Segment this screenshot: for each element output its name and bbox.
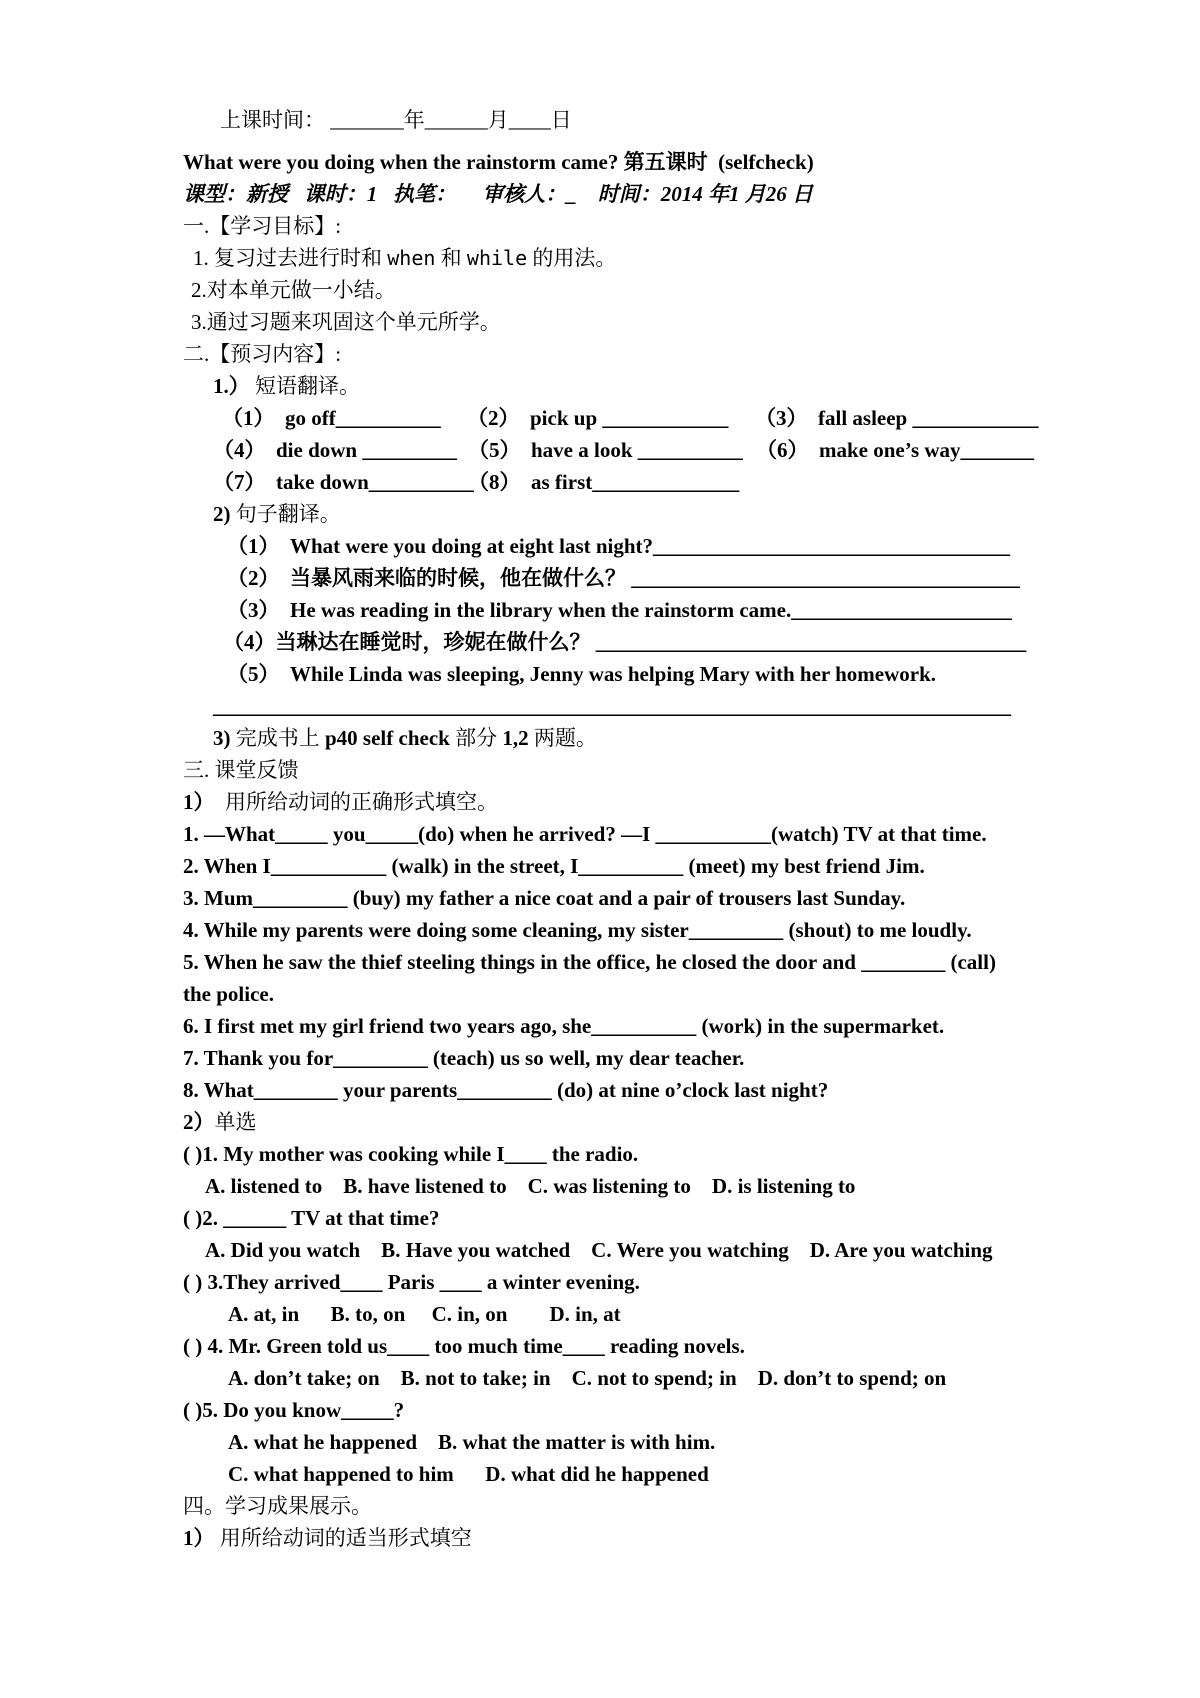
fill-item-3: 3. Mum_________ (buy) my father a nice coat and a pair of trousers last Sunday. <box>183 886 906 910</box>
phrase-cell-8: （8） as first______________ <box>468 470 740 494</box>
fill-in-heading-label: 用所给动词的正确形式填空。 <box>214 790 498 814</box>
fill-item-1: 1. —What_____ you_____(do) when he arrived? —I ___________(watch) TV at that time. <box>183 822 987 846</box>
fill-item-2: 2. When I___________ (walk) in the street, I__________ (meet) my best friend Jim. <box>183 854 925 878</box>
objective-1-post: 的用法。 <box>527 246 617 270</box>
sentence-item-1: （1） What were you doing at eight last night?__________________________________ <box>227 534 1011 558</box>
choice-options-3: A. at, in B. to, on C. in, on D. in, at <box>228 1302 621 1326</box>
objective-1-pre: 1. 复习过去进行时和 <box>193 246 388 270</box>
fill-item-5-continuation: the police. <box>183 982 274 1006</box>
book-task-question-numbers: 1,2 <box>502 726 529 750</box>
fill-item-4: 4. While my parents were doing some cleaning, my sister_________ (shout) to me loudly. <box>183 918 972 942</box>
objective-item-3: 3.通过习题来巩固这个单元所学。 <box>191 310 501 334</box>
phrase-cell-2: （2） pick up ____________ <box>467 406 729 430</box>
phrase-row-2 <box>213 434 1150 466</box>
answer-blank-line: ____________________________________________________________________________ <box>213 694 1011 718</box>
book-task-english: p40 self check <box>325 726 450 750</box>
choice-options-5-cd: C. what happened to him D. what did he happened <box>228 1462 709 1486</box>
multiple-choice-heading <box>183 1106 1150 1138</box>
choice-question-1: ( )1. My mother was cooking while I____ the radio. <box>183 1142 639 1166</box>
fill-item-8: 8. What________ your parents_________ (do) at nine o’clock last night? <box>183 1078 829 1102</box>
preview-heading: 二.【预习内容】: <box>183 342 342 366</box>
book-task-line <box>213 722 1150 754</box>
fill-item-5: 5. When he saw the thief steeling things in the office, he closed the door and ________ (call) <box>183 950 996 974</box>
objective-1-word-while: while <box>466 246 528 270</box>
showcase-sub-label: 用所给动词的适当形式填空 <box>214 1526 472 1550</box>
showcase-sub-heading <box>183 1522 1150 1554</box>
meta-line: 课型：新授 课时：1 执笔： 审核人：_ 时间：2014 年1 月26 日 <box>183 182 813 206</box>
classroom-feedback-heading: 三. 课堂反馈 <box>183 758 299 782</box>
phrase-cell-4: （4） die down _________ <box>213 438 457 462</box>
sentence-item-3: （3） He was reading in the library when the rainstorm came._____________________ <box>227 598 1012 622</box>
objective-item-1 <box>193 242 1150 274</box>
sentence-heading-label: 句子翻译。 <box>230 502 341 526</box>
phrase-heading-number: 1.） <box>213 374 250 398</box>
phrase-heading-label: 短语翻译。 <box>249 374 360 398</box>
choice-question-4: ( ) 4. Mr. Green told us____ too much time____ reading novels. <box>183 1334 745 1358</box>
sentence-item-5: （5） While Linda was sleeping, Jenny was helping Mary with her homework. <box>227 662 937 686</box>
choice-question-2: ( )2. ______ TV at that time? <box>183 1206 440 1230</box>
choice-heading-label: 单选 <box>214 1110 257 1134</box>
book-task-text-1: 完成书上 <box>230 726 325 750</box>
objective-1-word-when: when <box>387 246 436 270</box>
phrase-row-3 <box>213 466 1150 498</box>
doc-title: What were you doing when the rainstorm came? 第五课时 (selfcheck) <box>183 150 814 174</box>
sentence-heading-number: 2) <box>213 502 231 526</box>
showcase-sub-number: 1） <box>183 1526 215 1550</box>
choice-heading-number: 2） <box>183 1110 215 1134</box>
phrase-translation-heading <box>213 370 1150 402</box>
showcase-heading: 四。学习成果展示。 <box>183 1494 372 1518</box>
choice-question-5: ( )5. Do you know_____? <box>183 1398 405 1422</box>
phrase-row-1 <box>222 402 1150 434</box>
choice-options-1: A. listened to B. have listened to C. was listening to D. is listening to <box>205 1174 856 1198</box>
fill-item-7: 7. Thank you for_________ (teach) us so well, my dear teacher. <box>183 1046 745 1070</box>
phrase-cell-6: （6） make one’s way_______ <box>756 438 1035 462</box>
sentence-item-4: （4）当琳达在睡觉时，珍妮在做什么？ _________________________________________ <box>223 630 1027 654</box>
book-task-number: 3) <box>213 726 231 750</box>
phrase-cell-5: （5） have a look __________ <box>468 438 743 462</box>
class-time-line: 上课时间： _______年______月____日 <box>220 108 572 132</box>
objectives-heading: 一.【学习目标】: <box>183 214 342 238</box>
phrase-cell-3: （3） fall asleep ____________ <box>755 406 1039 430</box>
objective-item-2: 2.对本单元做一小结。 <box>191 278 396 302</box>
choice-options-4: A. don’t take; on B. not to take; in C. not to spend; in D. don’t to spend; on <box>228 1366 947 1390</box>
sentence-item-2: （2） 当暴风雨来临的时候，他在做什么？ _____________________________________ <box>227 566 1020 590</box>
book-task-text-3: 两题。 <box>528 726 597 750</box>
fill-in-heading <box>183 786 1150 818</box>
phrase-cell-1: （1） go off__________ <box>222 406 441 430</box>
choice-question-3: ( ) 3.They arrived____ Paris ____ a winter evening. <box>183 1270 640 1294</box>
fill-item-6: 6. I first met my girl friend two years ago, she__________ (work) in the supermarket. <box>183 1014 945 1038</box>
objective-1-mid: 和 <box>435 246 467 270</box>
choice-options-5-ab: A. what he happened B. what the matter is with him. <box>228 1430 716 1454</box>
fill-in-heading-number: 1） <box>183 790 215 814</box>
phrase-cell-7: （7） take down__________ <box>213 470 474 494</box>
choice-options-2: A. Did you watch B. Have you watched C. Were you watching D. Are you watching <box>205 1238 993 1262</box>
book-task-text-2: 部分 <box>449 726 503 750</box>
sentence-translation-heading <box>213 498 1150 530</box>
